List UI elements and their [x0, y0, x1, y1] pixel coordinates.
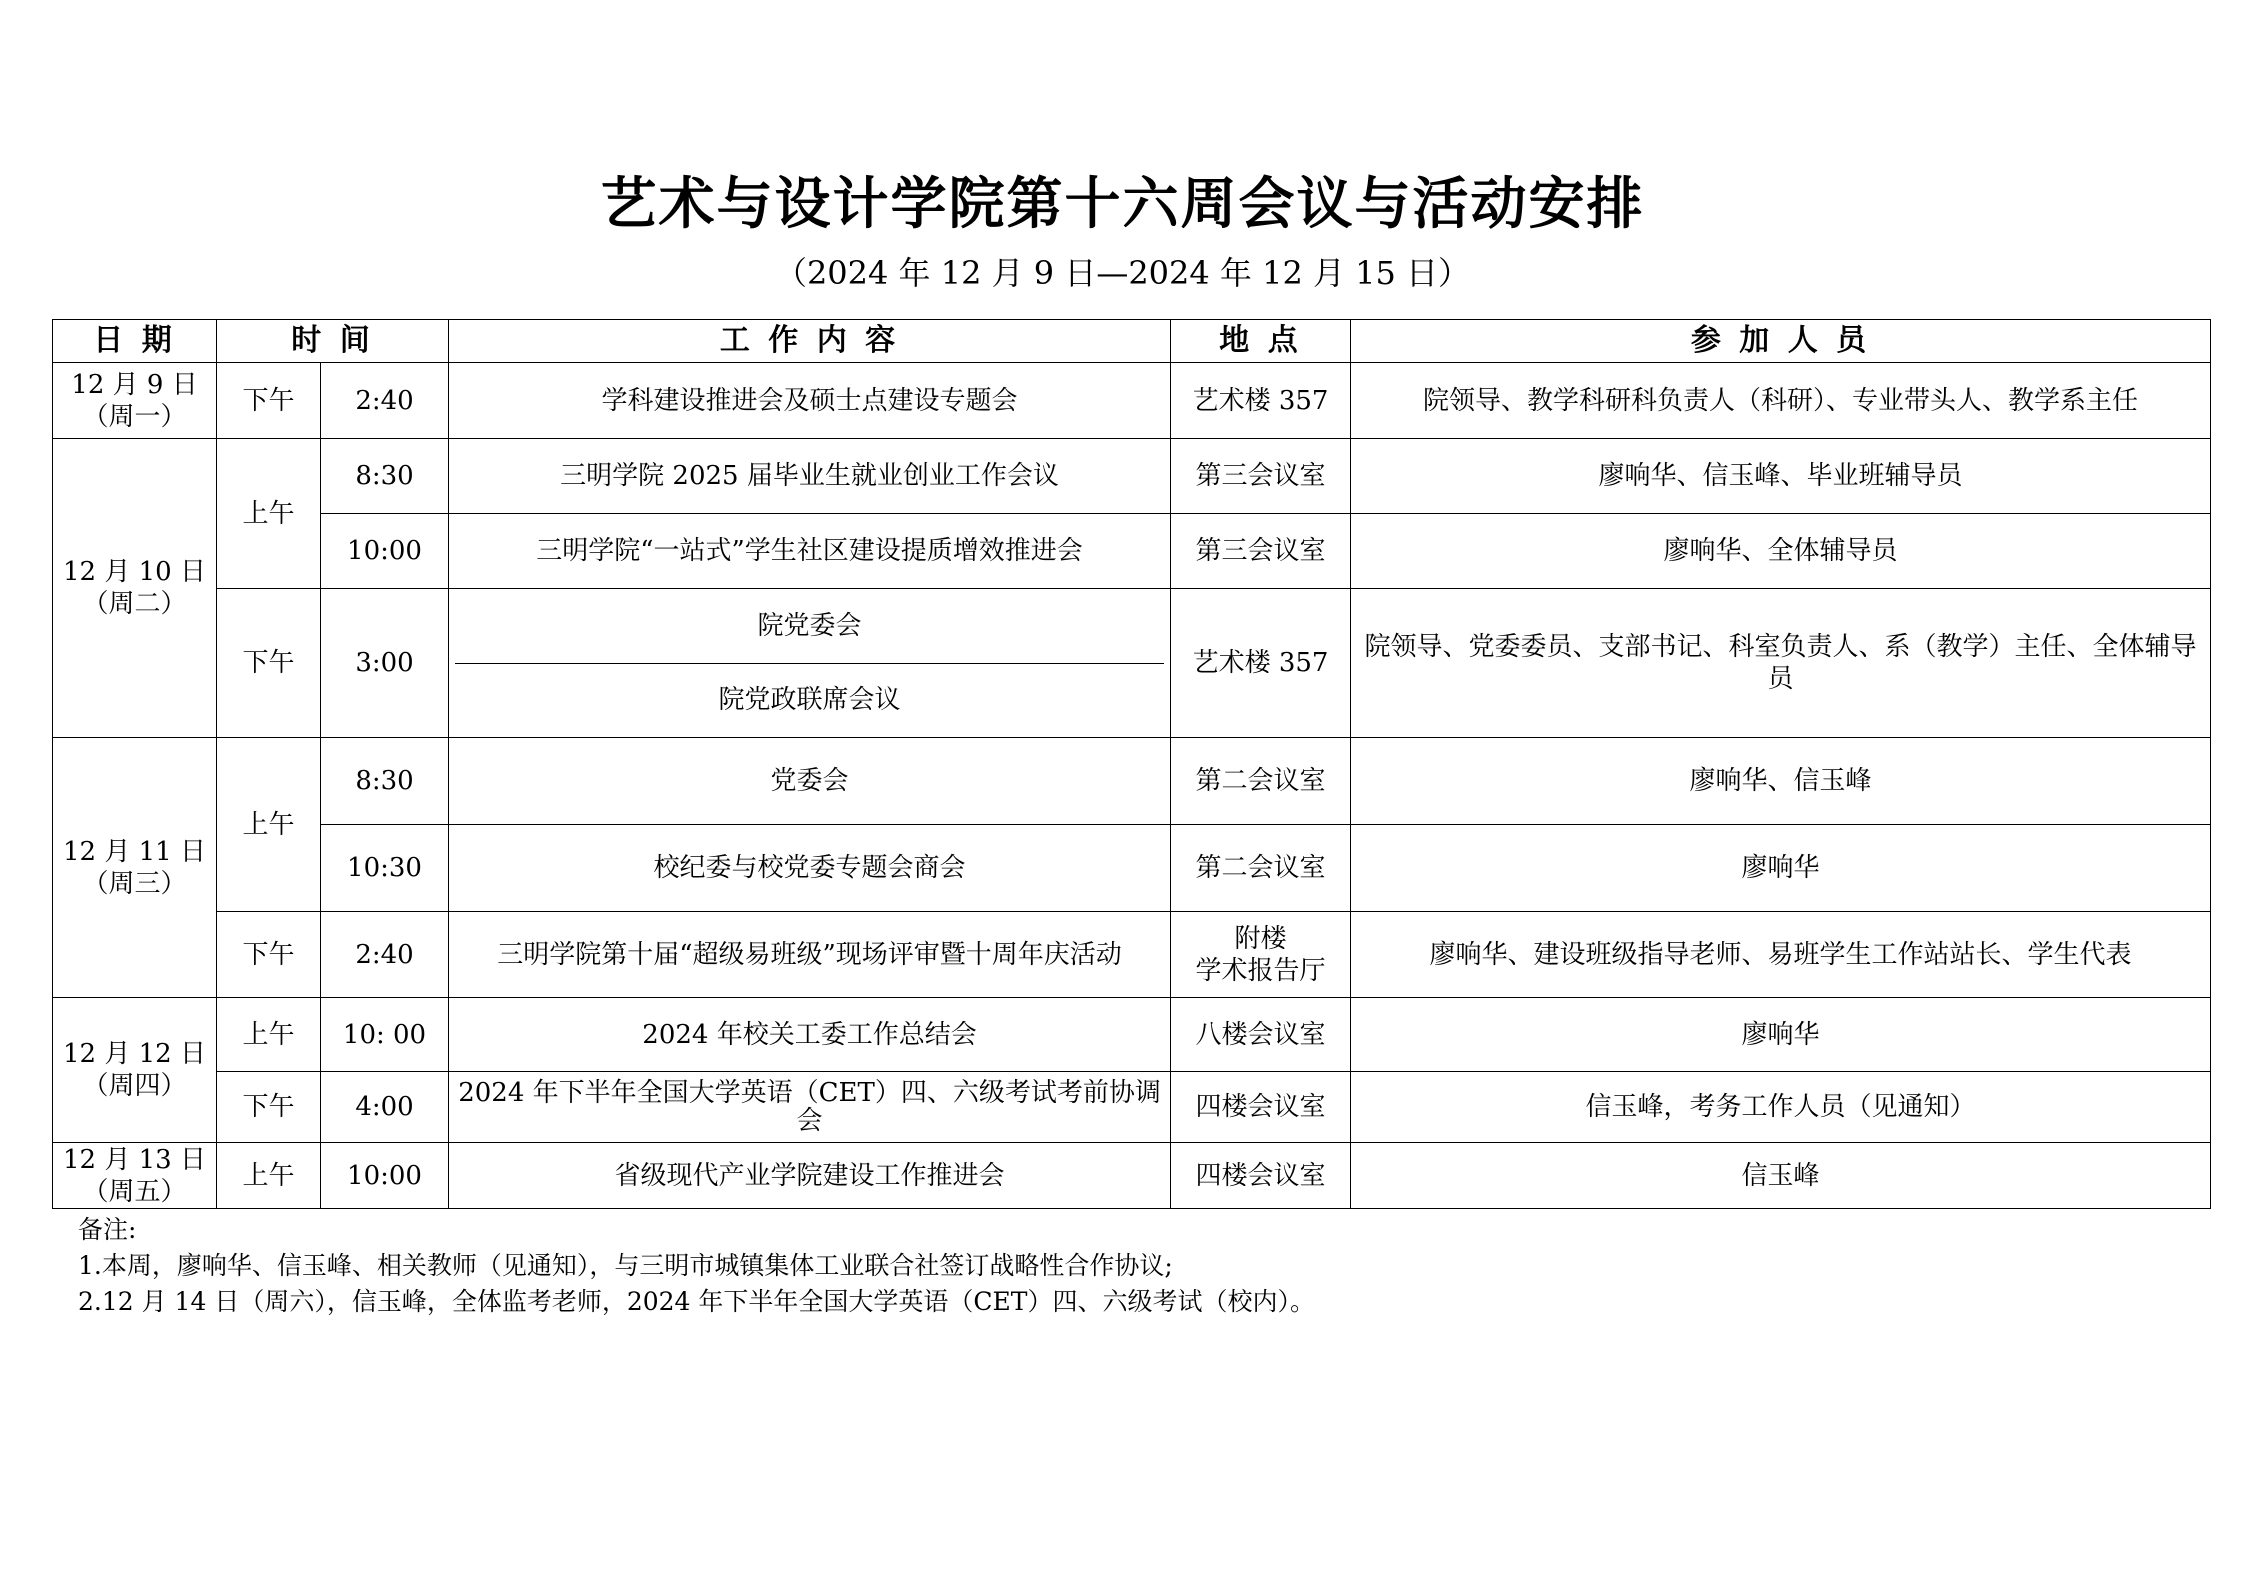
header-date: 日 期: [53, 320, 217, 363]
participants-cell: 院领导、党委委员、支部书记、科室负责人、系（教学）主任、全体辅导员: [1351, 589, 2211, 738]
notes-section: [78, 1212, 1315, 1320]
participants-cell: 院领导、教学科研科负责人（科研）、专业带头人、教学系主任: [1351, 363, 2211, 439]
date-cell: [53, 439, 217, 738]
period-cell: 上午: [217, 439, 321, 589]
content-cell: 2024 年下半年全国大学英语（CET）四、六级考试考前协调会: [449, 1072, 1171, 1143]
date-text: 12 月 12 日: [63, 1039, 206, 1069]
table-row: [53, 1072, 2211, 1143]
participants-cell: 信玉峰，考务工作人员（见通知）: [1351, 1072, 2211, 1143]
time-cell: 10:30: [321, 825, 449, 912]
participants-cell: 信玉峰: [1351, 1143, 2211, 1209]
table-row: [53, 589, 2211, 738]
content-item: 院党政联席会议: [718, 685, 901, 716]
schedule-table: [52, 319, 2211, 1209]
participants-cell: 廖响华: [1351, 825, 2211, 912]
table-row: [53, 912, 2211, 998]
date-text: 12 月 11 日: [63, 836, 206, 867]
period-cell: 下午: [217, 363, 321, 439]
location-cell: 艺术楼 357: [1171, 363, 1351, 439]
location-cell: 第三会议室: [1171, 514, 1351, 589]
content-cell: 学科建设推进会及硕士点建设专题会: [449, 363, 1171, 439]
header-participants: 参 加 人 员: [1351, 320, 2211, 363]
table-header-row: [53, 320, 2211, 363]
participants-cell: 廖响华、全体辅导员: [1351, 514, 2211, 589]
notes-label: 备注:: [78, 1215, 137, 1244]
table-row: [53, 363, 2211, 439]
period-cell: 下午: [217, 589, 321, 738]
time-cell: 3:00: [321, 589, 449, 738]
date-cell: [53, 998, 217, 1143]
weekday-text: （周五）: [82, 1176, 187, 1207]
location-cell: 八楼会议室: [1171, 998, 1351, 1072]
header-content: 工 作 内 容: [449, 320, 1171, 363]
table-row: [53, 1143, 2211, 1209]
participants-cell: 廖响华、建设班级指导老师、易班学生工作站站长、学生代表: [1351, 912, 2211, 998]
location-cell: 第二会议室: [1171, 738, 1351, 825]
time-cell: 2:40: [321, 912, 449, 998]
table-row: [53, 825, 2211, 912]
weekday-text: （周四）: [82, 1071, 187, 1101]
period-cell: 下午: [217, 912, 321, 998]
table-row: [53, 514, 2211, 589]
location-cell: [1171, 912, 1351, 998]
time-cell: 10:00: [321, 514, 449, 589]
weekday-text: （周三）: [82, 868, 187, 899]
time-cell: 8:30: [321, 738, 449, 825]
time-cell: 8:30: [321, 439, 449, 514]
time-cell: 10: 00: [321, 998, 449, 1072]
header-location: 地 点: [1171, 320, 1351, 363]
period-cell: 上午: [217, 998, 321, 1072]
note-item: 1.本周，廖响华、信玉峰、相关教师（见通知），与三明市城镇集体工业联合社签订战略性合作协议;: [78, 1251, 1173, 1280]
period-cell: 上午: [217, 1143, 321, 1209]
header-time: 时 间: [217, 320, 449, 363]
content-cell: 校纪委与校党委专题会商会: [449, 825, 1171, 912]
content-cell: 三明学院第十届“超级易班级”现场评审暨十周年庆活动: [449, 912, 1171, 998]
date-range: （2024 年 12 月 9 日—2024 年 12 月 15 日）: [774, 254, 1471, 292]
date-text: 12 月 10 日: [63, 557, 206, 587]
time-cell: 4:00: [321, 1072, 449, 1143]
date-cell: [53, 738, 217, 998]
weekday-text: （周一）: [82, 401, 187, 432]
weekday-text: （周二）: [82, 589, 187, 619]
date-cell: [53, 363, 217, 439]
content-item: 院党委会: [455, 589, 1164, 664]
location-cell: 第三会议室: [1171, 439, 1351, 514]
content-cell: 三明学院 2025 届毕业生就业创业工作会议: [449, 439, 1171, 514]
location-line: 学术报告厅: [1195, 955, 1326, 986]
time-cell: 2:40: [321, 363, 449, 439]
page-title: 艺术与设计学院第十六周会议与活动安排: [600, 171, 1645, 237]
content-cell: 2024 年校关工委工作总结会: [449, 998, 1171, 1072]
period-cell: 上午: [217, 738, 321, 912]
participants-cell: 廖响华、信玉峰、毕业班辅导员: [1351, 439, 2211, 514]
location-cell: 四楼会议室: [1171, 1143, 1351, 1209]
period-cell: 下午: [217, 1072, 321, 1143]
location-line: 附楼: [1234, 923, 1287, 954]
participants-cell: 廖响华、信玉峰: [1351, 738, 2211, 825]
location-cell: 第二会议室: [1171, 825, 1351, 912]
content-cell: 省级现代产业学院建设工作推进会: [449, 1143, 1171, 1209]
note-item: 2.12 月 14 日（周六），信玉峰，全体监考老师，2024 年下半年全国大学英语（CET）四、六级考试（校内）。: [78, 1287, 1315, 1316]
location-cell: 艺术楼 357: [1171, 589, 1351, 738]
table-row: [53, 998, 2211, 1072]
date-text: 12 月 13 日: [63, 1144, 206, 1175]
content-cell: [449, 589, 1171, 738]
location-cell: 四楼会议室: [1171, 1072, 1351, 1143]
date-cell: [53, 1143, 217, 1209]
participants-cell: 廖响华: [1351, 998, 2211, 1072]
content-cell: 三明学院“一站式”学生社区建设提质增效推进会: [449, 514, 1171, 589]
time-cell: 10:00: [321, 1143, 449, 1209]
date-text: 12 月 9 日: [71, 369, 198, 400]
content-cell: 党委会: [449, 738, 1171, 825]
table-row: [53, 439, 2211, 514]
table-row: [53, 738, 2211, 825]
